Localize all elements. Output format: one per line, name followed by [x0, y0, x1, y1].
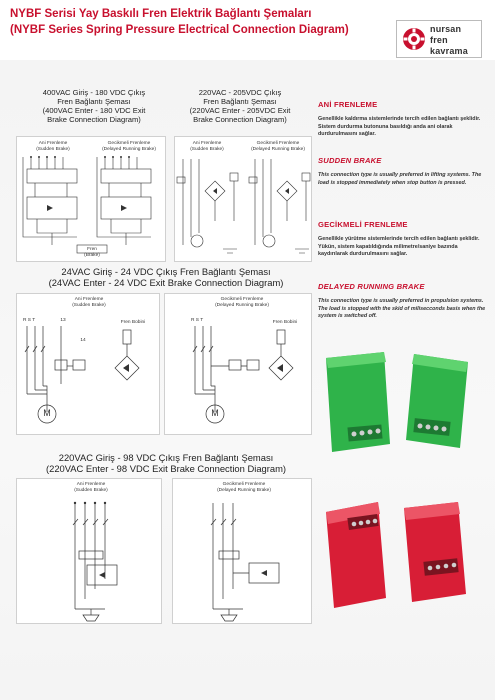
diagram-220vac — [174, 136, 312, 262]
text-delayed-running-brake: This connection type is usually preferred in propulsion systems. The load is stopped with the skid of milisecconds basis when the system is switched off. — [318, 298, 486, 320]
diagram-98vdc-sudden — [16, 478, 162, 624]
label-sudden-brake: Ani Frenleme (Sudden Brake) — [74, 482, 108, 493]
terminal-14: 14 — [80, 338, 86, 343]
logo-line-3: kavrama — [430, 46, 468, 56]
red-module-left — [326, 502, 386, 608]
page-subtitle: (NYBF Series Spring Pressure Electrical Connection Diagram) — [10, 24, 349, 36]
terminal-13: 13 — [60, 318, 66, 323]
text-gecikmeli-frenleme: Genellikle yürütme sistemlerinde tercih edilen bağlantı şeklidir. Yükün, sistem kapatıldığında milimetre/saniye bazında kaydırılarak durdurulmasını sağlar. — [318, 236, 480, 258]
page-title: NYBF Serisi Yay Baskılı Fren Elektrik Bağlantı Şemaları — [10, 8, 312, 20]
heading-sudden-brake: SUDDEN BRAKE — [318, 156, 382, 165]
label-sudden-brake: Ani Frenleme (Sudden Brake) — [36, 141, 70, 152]
heading-gecikmeli-frenleme: GECİKMELİ FRENLEME — [318, 220, 408, 229]
red-rectifier-modules — [320, 498, 488, 610]
logo-line-2: fren — [430, 35, 448, 45]
motor-label: M — [211, 408, 219, 418]
diagram-98vdc-delayed — [172, 478, 312, 624]
label-delayed-brake: Gecikmeli Frenleme (Delayed Running Brake) — [217, 482, 271, 493]
text-ani-frenleme: Genellikle kaldırma sistemlerinde tercih edilen bağlantı şeklidir. Sistem durdurma butonuna basıldığı anda ani olarak durdurulmasını sağlar. — [318, 116, 481, 138]
label-delayed-brake: Gecikmeli Frenleme (Delayed Running Brake) — [102, 141, 156, 152]
label-sudden-brake: Ani Frenleme (Sudden Brake) — [190, 141, 224, 152]
caption-98vdc: 220VAC Giriş - 98 VDC Çıkış Fren Bağlantı Şeması (220VAC Enter - 98 VDC Exit Brake Connection Diagram) — [45, 452, 287, 474]
coil-label: Fren Bobini — [120, 320, 146, 325]
heading-delayed-running-brake: DELAYED RUNNING BRAKE — [318, 282, 425, 291]
green-module-left — [326, 352, 390, 452]
caption-400vac: 400VAC Giriş - 180 VDC Çıkış Fren Bağlantı Şeması (400VAC Enter - 180 VDC Exit Brake Connection Diagram) — [42, 88, 146, 124]
label-brake-foot: Fren (Brake) — [84, 247, 100, 258]
label-delayed-brake: Gecikmeli Frenleme (Delayed Running Brake) — [251, 141, 305, 152]
label-delayed-brake: Gecikmeli Frenleme (Delayed Running Brake) — [215, 297, 269, 308]
green-module-right — [406, 354, 468, 448]
logo-line-1: nursan — [430, 24, 462, 34]
heading-ani-frenleme: ANİ FRENLEME — [318, 100, 378, 109]
green-rectifier-modules — [322, 348, 488, 456]
label-sudden-brake: Ani Frenleme (Sudden Brake) — [72, 297, 106, 308]
diagram-24vac-sudden — [16, 293, 160, 435]
gear-icon — [401, 26, 427, 52]
red-module-right — [404, 502, 466, 602]
diagram-24vac-delayed — [164, 293, 312, 435]
phase-labels: R S T — [191, 318, 204, 323]
header — [0, 0, 495, 58]
text-sudden-brake: This connection type is usually preferred in lifting systems. The load is stopped immediately when stop button is pressed. — [318, 172, 482, 186]
caption-220vac: 220VAC - 205VDC Çıkış Fren Bağlantı Şeması (220VAC Enter - 205VDC Exit Brake Connection Diagram) — [189, 88, 291, 124]
diagram-400vac — [16, 136, 166, 262]
caption-24vac: 24VAC Giriş - 24 VDC Çıkış Fren Bağlantı Şeması (24VAC Enter - 24 VDC Exit Brake Connection Diagram) — [48, 266, 284, 288]
phase-labels: R S T — [23, 318, 36, 323]
brand-logo — [396, 20, 482, 58]
motor-label: M — [43, 408, 51, 418]
coil-label: Fren Bobini — [272, 320, 298, 325]
